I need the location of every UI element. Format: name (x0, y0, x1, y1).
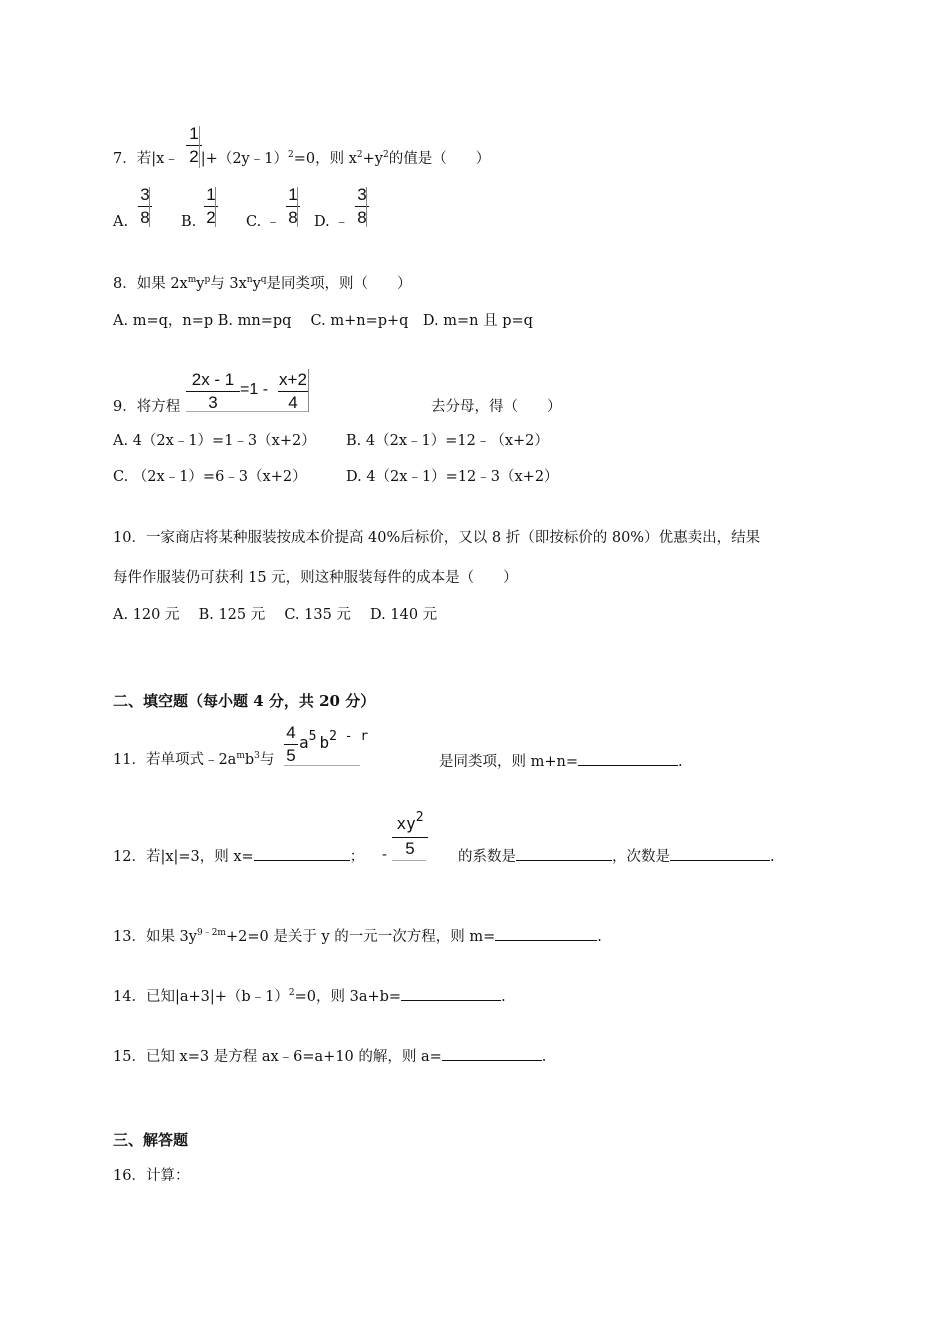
q12-comma: ，次数是 (612, 849, 670, 865)
q7-d-den: 8 (357, 208, 367, 227)
q8-sup-n: n (246, 275, 253, 285)
q7-option-d-label: D. ﹣ (314, 214, 349, 230)
q11-tail-a: a (299, 733, 309, 752)
q7-x-sup: 2 (356, 150, 363, 160)
q14-stem (113, 986, 506, 1008)
q7-b-den: 2 (206, 208, 216, 227)
q7-option-a-label: A. (113, 214, 129, 230)
q11-b: b (244, 752, 255, 768)
q10-options: A. 120 元 B. 125 元 C. 135 元 D. 140 元 (113, 607, 438, 623)
image-edge (186, 411, 308, 412)
q11-stem-post: 是同类项，则 m+n= (439, 754, 578, 770)
q11-tail-b-sup: 2 - r (329, 729, 369, 744)
q11-monomial-tail (299, 729, 369, 754)
q15-stem (113, 1046, 546, 1066)
q7-b-num: 1 (206, 185, 216, 204)
q7-a-num: 3 (140, 185, 150, 204)
image-edge (297, 187, 298, 227)
q11-frac-num: 4 (286, 723, 296, 742)
q12-frac-num-sup: 2 (415, 810, 424, 825)
q9-frac2-den: 4 (288, 393, 298, 412)
q7-stem (113, 150, 490, 170)
q7-stem-end: 的值是（ ） (388, 151, 491, 167)
q12-answer-blank-3[interactable] (670, 846, 770, 861)
q7-stem-post: =0，则 x (293, 151, 357, 167)
q9-stem-pre: 9．将方程 (113, 399, 181, 415)
q12-stem (113, 846, 364, 866)
q8-stem (113, 275, 412, 295)
q7-frac-den: 2 (189, 147, 199, 166)
q11-with: 与 (259, 752, 275, 768)
section-2-title: 二、填空题（每小题 4 分，共 20 分） (113, 692, 376, 710)
q7-stem-pre: 7．若|x﹣ (113, 151, 179, 167)
q11-sup-m: m (236, 751, 245, 761)
q8-end: 是同类项，则（ ） (266, 276, 412, 292)
q7-option-c-label: C. ﹣ (246, 214, 281, 230)
q7-c-den: 8 (288, 208, 298, 227)
q11-tail-b: b (319, 733, 330, 752)
q7-a-den: 8 (140, 208, 150, 227)
q7-c-num: 1 (288, 185, 298, 204)
q9-option-c: C. （2x﹣1）=6﹣3（x+2） (113, 469, 307, 485)
q13-answer-blank[interactable] (495, 926, 597, 941)
section-3-title: 三、解答题 (113, 1131, 189, 1149)
q11-stem-pre: 11．若单项式﹣2a (113, 752, 237, 768)
q15-answer-blank[interactable] (442, 1046, 542, 1061)
fraction-bar (278, 391, 308, 392)
q11-stem-post-wrap (439, 751, 683, 771)
q12-frac-den: 5 (405, 839, 415, 858)
q11-stem (113, 751, 274, 771)
q8-stem-pre: 8．如果 2x (113, 276, 188, 292)
image-edge (149, 187, 150, 227)
q12-frac-num: xy (396, 814, 416, 833)
q11-tail-a-sup: 5 (308, 729, 317, 744)
q12-tail (458, 846, 775, 866)
q13-sup: 9﹣2m (196, 928, 226, 938)
q8-y1: y (196, 276, 205, 292)
q9-frac2-num: x+2 (279, 370, 307, 389)
q9-option-a: A. 4（2x﹣1）=1﹣3（x+2） (113, 433, 316, 449)
q14-stem-pre: 14．已知|a+3|+（b﹣1） (113, 989, 289, 1005)
q14-sup: 2 (288, 988, 295, 998)
q7-stem-sup: 2 (287, 150, 294, 160)
q16-stem: 16．计算： (113, 1168, 190, 1184)
fraction-bar (392, 837, 428, 838)
q14-answer-blank[interactable] (401, 986, 501, 1001)
q15-stem-text: 15．已知 x=3 是方程 ax﹣6=a+10 的解，则 a= (113, 1049, 442, 1065)
q13-stem (113, 926, 602, 948)
image-edge (284, 765, 360, 766)
image-edge (366, 187, 367, 227)
q12-answer-blank-2[interactable] (516, 846, 612, 861)
fraction-bar (284, 744, 298, 745)
q12-coef: 的系数是 (458, 849, 516, 865)
q8-sup-q: q (260, 275, 267, 285)
q9-frac1-den: 3 (208, 393, 218, 412)
q11-sup-3: 3 (254, 751, 260, 761)
q14-end: . (501, 989, 506, 1005)
q9-equation-image (186, 370, 310, 412)
q7-stem-plus: +y (362, 151, 383, 167)
q7-option-b-label: B. (181, 214, 197, 230)
q9-option-b: B. 4（2x﹣1）=12﹣（x+2） (346, 433, 549, 449)
q13-end: . (597, 929, 602, 945)
q9-eq-mid: =1 - (240, 381, 269, 398)
q8-mid: 与 3x (210, 276, 247, 292)
q9-frac-1 (186, 370, 240, 413)
q12-minus: - (382, 847, 387, 863)
q9-frac1-num: 2x - 1 (191, 370, 235, 389)
q9-stem-post: 去分母，得（ ） (431, 399, 562, 415)
image-edge (308, 369, 309, 412)
fraction-bar (186, 391, 240, 392)
q11-fraction (284, 723, 298, 766)
q10-line-2: 每件作服装仍可获利 15 元，则这种服装每件的成本是（ ） (113, 570, 518, 586)
q12-end: . (770, 849, 775, 865)
q9-frac-2 (278, 370, 308, 413)
q13-stem-pre: 13．如果 3y (113, 929, 197, 945)
q12-fraction (392, 810, 428, 859)
q8-y2: y (252, 276, 261, 292)
q9-option-d: D. 4（2x﹣1）=12﹣3（x+2） (346, 469, 559, 485)
q8-sup-m: m (187, 275, 197, 285)
image-edge (392, 860, 426, 861)
q11-end: . (678, 754, 683, 770)
q12-semi: ； (349, 849, 365, 865)
q11-answer-blank[interactable] (578, 751, 678, 766)
q7-stem-mid: |+（2y﹣1） (200, 151, 288, 167)
q13-stem-post: +2=0 是关于 y 的一元一次方程，则 m= (225, 929, 496, 945)
q11-frac-den: 5 (286, 746, 296, 765)
q15-end: . (541, 1049, 547, 1065)
q10-line-1: 10．一家商店将某种服装按成本价提高 40%后标价，又以 8 折（即按标价的 80%）优惠卖出，结果 (113, 530, 761, 546)
q8-options: A. m=q，n=p B. mn=pq C. m+n=p+q D. m=n 且 p=q (113, 313, 533, 329)
image-edge (215, 187, 216, 227)
q8-sup-p: p (204, 275, 211, 285)
q12-frac-num-wrap (392, 810, 428, 836)
q7-y-sup: 2 (382, 150, 389, 160)
q12-stem-pre: 12．若|x|=3，则 x= (113, 849, 254, 865)
q7-d-num: 3 (357, 185, 367, 204)
q12-answer-blank-1[interactable] (254, 846, 350, 861)
q14-stem-post: =0，则 3a+b= (294, 989, 402, 1005)
q7-frac-num: 1 (189, 124, 199, 143)
